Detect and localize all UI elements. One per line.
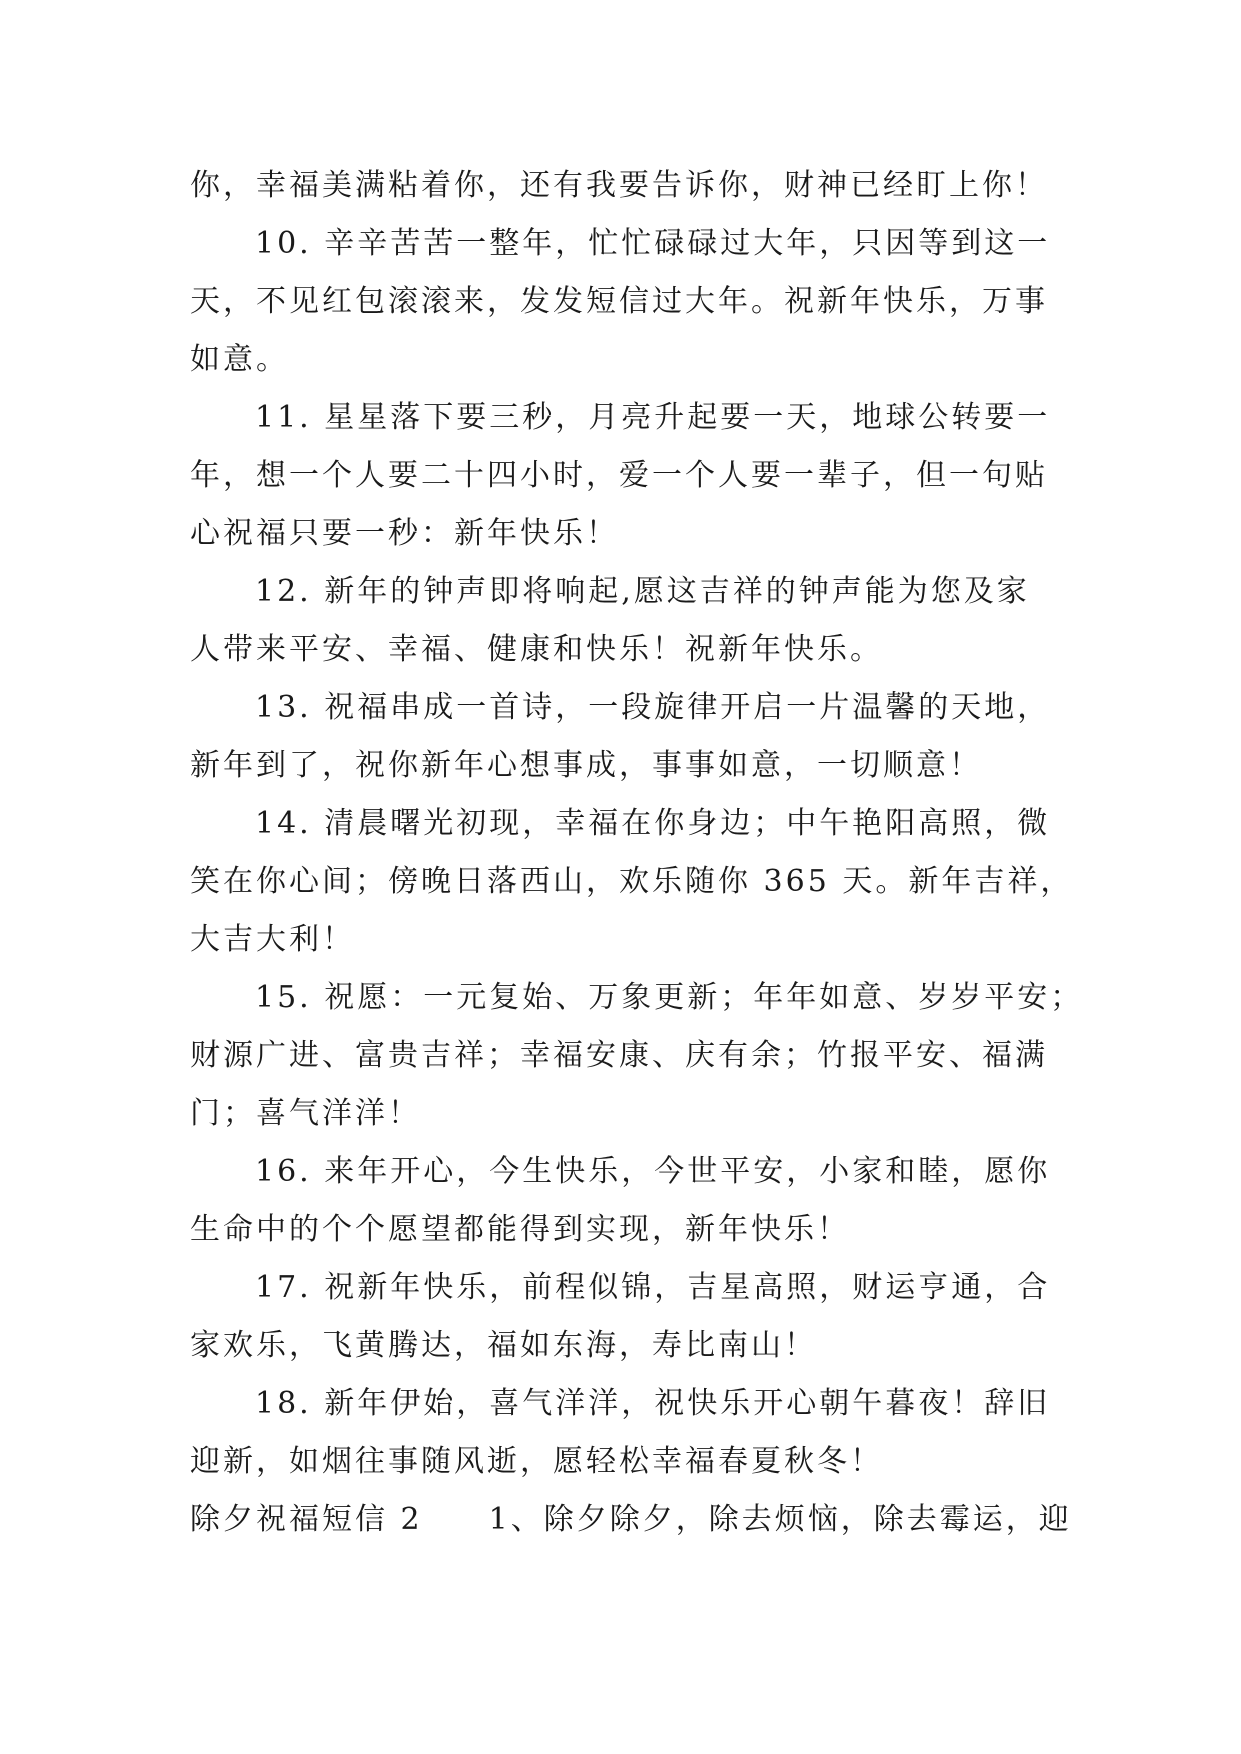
text-line: 人带来平安、幸福、健康和快乐！祝新年快乐。 <box>190 632 883 667</box>
text-line: 13. 祝福串成一首诗，一段旋律开启一片温馨的天地， <box>255 690 1051 725</box>
text-line: 16. 来年开心，今生快乐，今世平安，小家和睦，愿你 <box>255 1154 1051 1189</box>
text-line: 除夕祝福短信 2 1、除夕除夕，除去烦恼，除去霉运，迎 <box>190 1502 1072 1537</box>
text-line: 年，想一个人要二十四小时，爱一个人要一辈子，但一句贴 <box>190 458 1048 493</box>
text-line: 心祝福只要一秒：新年快乐！ <box>190 516 619 551</box>
text-line: 大吉大利！ <box>190 922 355 957</box>
text-line: 如意。 <box>190 342 289 377</box>
text-line: 天，不见红包滚滚来，发发短信过大年。祝新年快乐，万事 <box>190 284 1048 319</box>
text-line: 17. 祝新年快乐，前程似锦，吉星高照，财运亨通，合 <box>255 1270 1051 1305</box>
text-line: 15. 祝愿：一元复始、万象更新；年年如意、岁岁平安； <box>255 980 1084 1015</box>
text-line: 10. 辛辛苦苦一整年，忙忙碌碌过大年，只因等到这一 <box>255 226 1051 261</box>
text-line: 迎新，如烟往事随风逝，愿轻松幸福春夏秋冬！ <box>190 1444 883 1479</box>
text-line: 财源广进、富贵吉祥；幸福安康、庆有余；竹报平安、福满 <box>190 1038 1048 1073</box>
text-line: 家欢乐，飞黄腾达，福如东海，寿比南山！ <box>190 1328 817 1363</box>
text-line: 18. 新年伊始，喜气洋洋，祝快乐开心朝午暮夜！辞旧 <box>255 1386 1051 1421</box>
text-line: 14. 清晨曙光初现，幸福在你身边；中午艳阳高照，微 <box>255 806 1051 841</box>
text-line: 你，幸福美满粘着你，还有我要告诉你，财神已经盯上你！ <box>190 168 1048 203</box>
text-line: 笑在你心间；傍晚日落西山，欢乐随你 365 天。新年吉祥， <box>190 864 1074 899</box>
text-line: 门；喜气洋洋！ <box>190 1096 421 1131</box>
text-line: 11. 星星落下要三秒，月亮升起要一天，地球公转要一 <box>255 400 1051 435</box>
text-line: 12. 新年的钟声即将响起,愿这吉祥的钟声能为您及家 <box>255 574 1030 609</box>
text-line: 新年到了，祝你新年心想事成，事事如意，一切顺意！ <box>190 748 982 783</box>
text-line: 生命中的个个愿望都能得到实现，新年快乐！ <box>190 1212 850 1247</box>
